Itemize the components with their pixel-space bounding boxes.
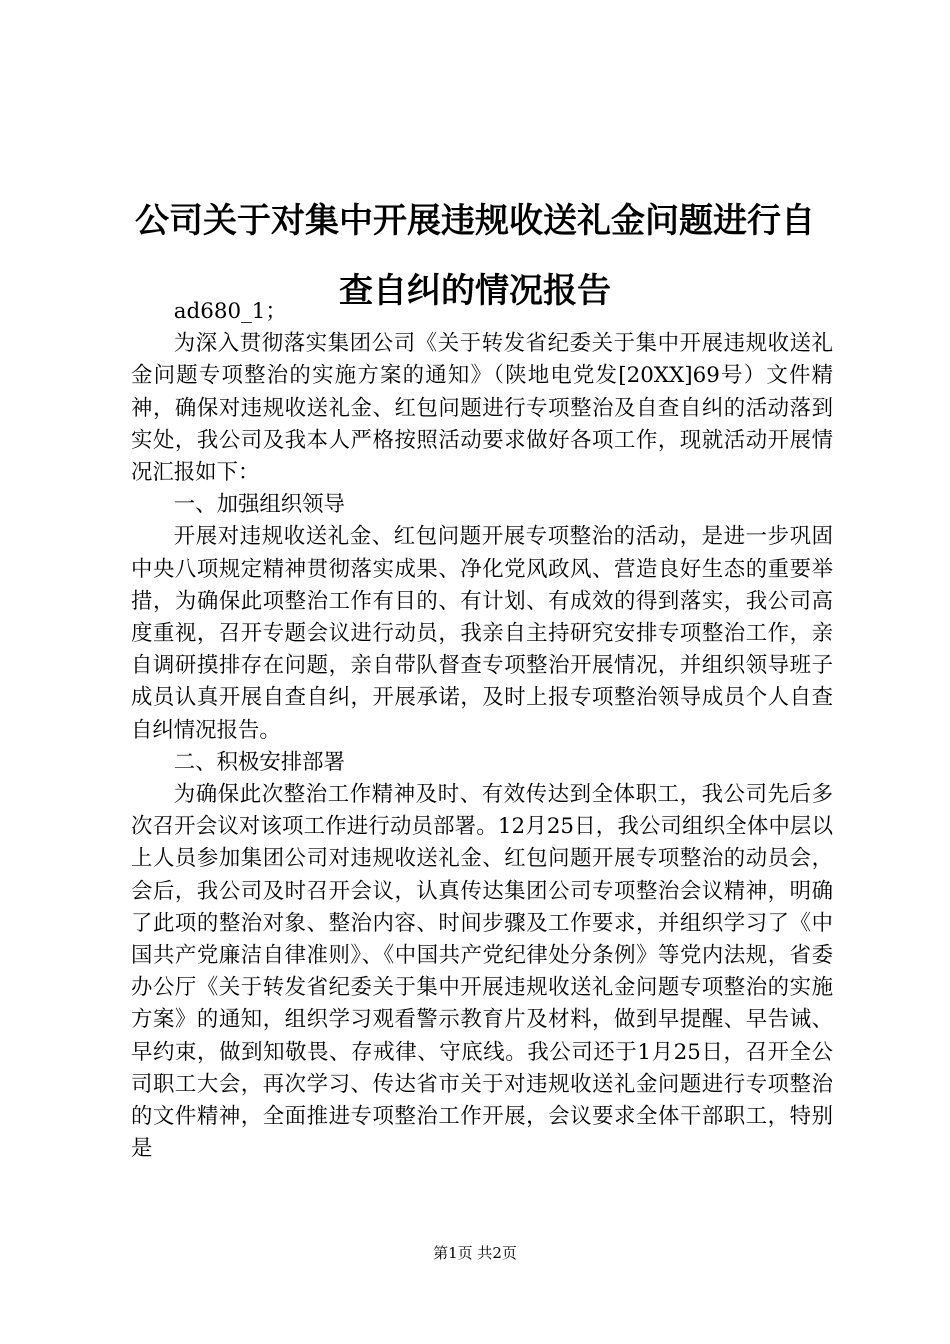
section-heading-2: 二、积极安排部署: [173, 749, 345, 775]
document-body: [131, 296, 833, 1165]
paragraph-section-2: 为确保此次整治工作精神及时、有效传达到全体职工，我公司先后多次召开会议对该项工作进行动员部署。12月25日，我公司组织全体中层以上人员参加集团公司对违规收送礼金、红包问题开展专项整治的动员会，会后，我公司及时召开会议，认真传达集团公司专项整治会议精神，明确了此项的整治对象、整治内容、时间步骤及工作要求，并组织学习了《中国共产党廉洁自律准则》、《中国共产党纪律处分条例》等党内法规，省委办公厅《关于转发省纪委关于集中开展违规收送礼金问题专项整治的实施方案》的通知，组织学习观看警示教育片及材料，做到早提醒、早告诫、早约束，做到知敬畏、存戒律、守底线。我公司还于1月25日，召开全公司职工大会，再次学习、传达省市关于对违规收送礼金问题进行专项整治的文件精神，全面推进专项整治工作开展，会议要求全体干部职工，特别是: [131, 782, 833, 1162]
paragraph-reference-code: ad680_1；: [173, 299, 287, 324]
paragraph-section-1: 开展对违规收送礼金、红包问题开展专项整治的活动，是进一步巩固中央八项规定精神贯彻落实成果、净化党风政风、营造良好生态的重要举措，为确保此项整治工作有目的、有计划、有成效的得到落实，我公司高度重视，召开专题会议进行动员，我亲自主持研究安排专项整治工作，亲自调研摸排存在问题，亲自带队督查专项整治开展情况，并组织领导班子成员认真开展自查自纠，开展承诺，及时上报专项整治领导成员个人自查自纠情况报告。: [131, 524, 833, 743]
document-title: 公司关于对集中开展违规收送礼金问题进行自查自纠的情况报告: [135, 201, 815, 311]
paragraph-intro: 为深入贯彻落实集团公司《关于转发省纪委关于集中开展违规收送礼金问题专项整治的实施方案的通知》（陕地电党发[20XX]69号）文件精神，确保对违规收送礼金、红包问题进行专项整治及自查自纠的活动落到实处，我公司及我本人严格按照活动要求做好各项工作，现就活动开展情况汇报如下：: [131, 331, 833, 486]
page-footer: 第1页 共2页: [433, 1244, 517, 1262]
section-heading-1: 一、加强组织领导: [173, 492, 345, 518]
